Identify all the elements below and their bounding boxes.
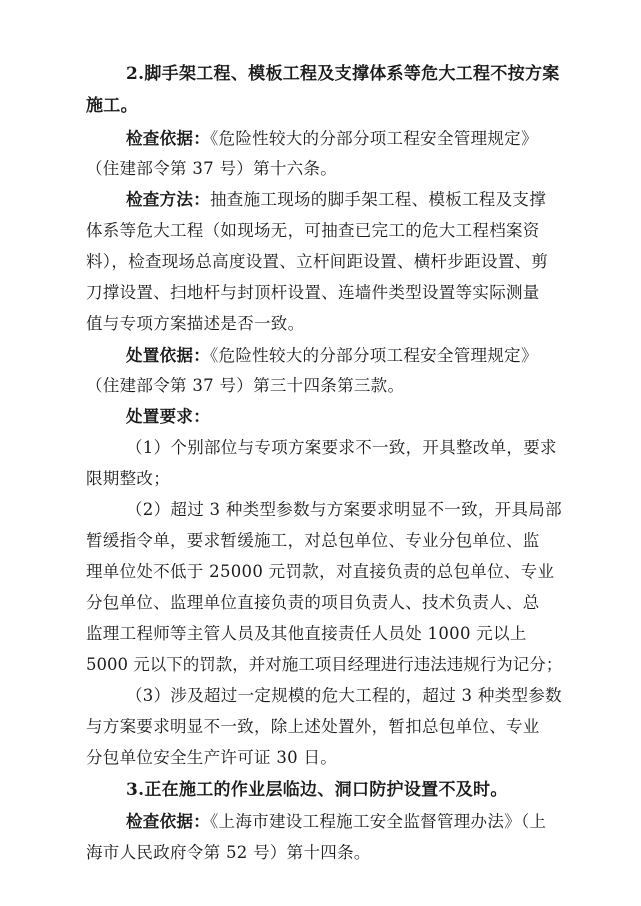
section-3-heading: 3.正在施工的作业层临边、洞口防护设置不及时。 (126, 780, 508, 800)
requirement-1-line2: 限期整改； (86, 469, 170, 488)
check-basis-label: 检查依据： (126, 129, 210, 148)
requirement-2-line2: 暂缓指令单，要求暂缓施工，对总包单位、专业分包单位、监 (86, 531, 540, 550)
check-method-line1 (126, 190, 546, 210)
requirement-2-line4: 分包单位、监理单位直接负责的项目负责人、技术负责人、总 (86, 593, 540, 612)
check-method-line2: 体系等危大工程（如现场无，可抽查已完工的危大工程档案资 (86, 221, 540, 240)
check-basis-2-line2: 海市人民政府令第 52 号）第十四条。 (86, 843, 371, 862)
check-method-line3: 料），检查现场总高度设置、立杆间距设置、横杆步距设置、剪 (86, 252, 549, 271)
check-basis-1-line2: （住建部令第 37 号）第十六条。 (86, 159, 338, 178)
check-basis-2-text: 《上海市建设工程施工安全监督管理办法》（上 (210, 812, 547, 831)
handle-basis-line2: （住建部令第 37 号）第三十四条第三款。 (86, 376, 405, 395)
requirement-2-line3: 理单位处不低于 25000 元罚款，对直接负责的总包单位、专业 (86, 562, 555, 581)
requirement-2-line5: 监理工程师等主管人员及其他直接责任人员处 1000 元以上 (86, 624, 527, 643)
section-2-heading-line2: 施工。 (86, 96, 138, 116)
check-basis-2-label: 检查依据： (126, 812, 210, 831)
check-basis-1-line1 (126, 129, 538, 149)
check-basis-2-line1 (126, 812, 546, 832)
check-method-line4: 刀撑设置、扫地杆与封顶杆设置、连墙件类型设置等实际测量 (86, 283, 540, 302)
handle-requirements-label: 处置要求： (126, 407, 210, 426)
requirement-3-line1: （3）涉及超过一定规模的危大工程的，超过 3 种类型参数 (126, 686, 562, 705)
requirement-2-line6: 5000 元以下的罚款，并对施工项目经理进行违法违规行为记分； (86, 655, 563, 674)
requirement-3-line2: 与方案要求明显不一致，除上述处置外，暂扣总包单位、专业 (86, 717, 540, 736)
handle-basis-label: 处置依据： (126, 346, 210, 365)
handle-basis-line1 (126, 346, 538, 366)
requirement-2-line1: （2）超过 3 种类型参数与方案要求明显不一致，开具局部 (126, 500, 562, 519)
check-basis-text: 《危险性较大的分部分项工程安全管理规定》 (210, 129, 538, 148)
check-method-text: 抽查施工现场的脚手架工程、模板工程及支撑 (210, 190, 546, 209)
requirement-1-line1: （1）个别部位与专项方案要求不一致，开具整改单，要求 (126, 438, 557, 457)
handle-basis-text: 《危险性较大的分部分项工程安全管理规定》 (210, 346, 538, 365)
requirement-3-line3: 分包单位安全生产许可证 30 日。 (86, 748, 338, 767)
section-2-heading-line1: 2.脚手架工程、模板工程及支撑体系等危大工程不按方案 (126, 64, 560, 84)
check-method-line5: 值与专项方案描述是否一致。 (86, 314, 305, 333)
check-method-label: 检查方法： (126, 190, 210, 209)
